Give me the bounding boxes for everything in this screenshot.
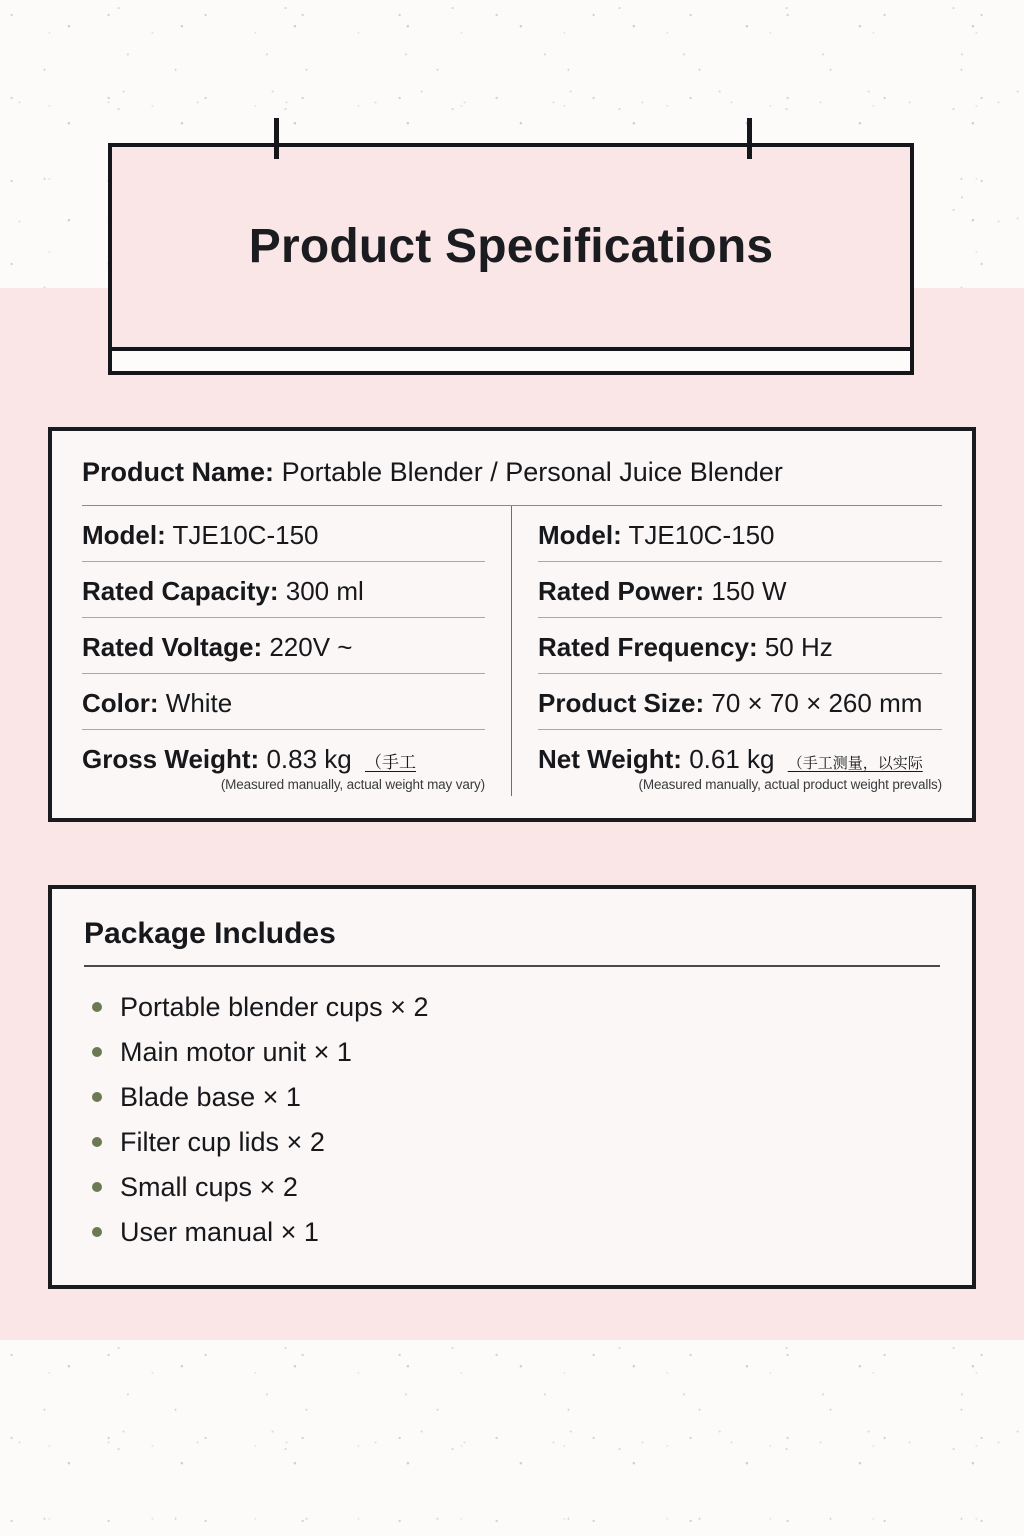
spec-label-net-weight: Net Weight: bbox=[538, 744, 682, 774]
list-item bbox=[84, 1075, 940, 1120]
spec-value-rated-voltage: 220V ~ bbox=[269, 632, 353, 662]
package-includes-card bbox=[48, 885, 976, 1289]
bullet-icon bbox=[92, 1227, 102, 1237]
title-banner bbox=[108, 143, 914, 375]
spec-label-rated-voltage: Rated Voltage: bbox=[82, 632, 263, 662]
list-item-label: User manual × 1 bbox=[120, 1217, 319, 1247]
list-item bbox=[84, 985, 940, 1030]
spec-label-rated-frequency: Rated Frequency: bbox=[538, 632, 758, 662]
spec-row-model-right bbox=[538, 506, 942, 562]
spec-label-gross-weight: Gross Weight: bbox=[82, 744, 260, 774]
bullet-icon bbox=[92, 1002, 102, 1012]
list-item bbox=[84, 1165, 940, 1210]
package-includes-title: Package Includes bbox=[84, 917, 940, 967]
spec-row-rated-frequency bbox=[538, 618, 942, 674]
spec-value-model-right: TJE10C-150 bbox=[628, 520, 775, 550]
background-texture-bottom bbox=[0, 1340, 1024, 1536]
banner-bottom-strip bbox=[108, 351, 914, 375]
spec-column-left bbox=[82, 506, 512, 796]
spec-value-product-name: Portable Blender / Personal Juice Blender bbox=[281, 457, 783, 487]
page-title: Product Specifications bbox=[248, 219, 774, 273]
spec-value-color: White bbox=[165, 688, 233, 718]
spec-label-model-right: Model: bbox=[538, 520, 622, 550]
spec-row-color bbox=[82, 674, 485, 730]
spec-value-net-weight: 0.61 kg bbox=[689, 744, 775, 774]
spec-note-en-net-weight: (Measured manually, actual product weight prevalls) bbox=[638, 777, 942, 792]
banner-tick-left-icon bbox=[274, 118, 279, 159]
spec-value-model-left: TJE10C-150 bbox=[172, 520, 319, 550]
spec-label-rated-power: Rated Power: bbox=[538, 576, 705, 606]
spec-note-cn-net-weight: （手工测量，以实际 bbox=[787, 755, 923, 772]
spec-label-product-size: Product Size: bbox=[538, 688, 705, 718]
spec-column-right bbox=[512, 506, 942, 796]
spec-row-rated-power bbox=[538, 562, 942, 618]
spec-note-en-gross-weight: (Measured manually, actual weight may vary) bbox=[220, 777, 485, 792]
bullet-icon bbox=[92, 1137, 102, 1147]
spec-columns bbox=[82, 506, 942, 796]
banner-tick-right-icon bbox=[747, 118, 752, 159]
spec-label-product-name: Product Name: bbox=[82, 457, 275, 487]
spec-row-rated-voltage bbox=[82, 618, 485, 674]
spec-label-rated-capacity: Rated Capacity: bbox=[82, 576, 279, 606]
spec-value-product-size: 70 × 70 × 260 mm bbox=[711, 688, 923, 718]
list-item-label: Blade base × 1 bbox=[120, 1082, 301, 1112]
spec-value-rated-capacity: 300 ml bbox=[285, 576, 364, 606]
list-item bbox=[84, 1030, 940, 1075]
spec-value-gross-weight: 0.83 kg bbox=[266, 744, 352, 774]
list-item-label: Main motor unit × 1 bbox=[120, 1037, 352, 1067]
list-item-label: Portable blender cups × 2 bbox=[120, 992, 429, 1022]
spec-value-rated-frequency: 50 Hz bbox=[764, 632, 833, 662]
spec-row-model-left bbox=[82, 506, 485, 562]
spec-row-product-name bbox=[82, 457, 942, 506]
spec-row-gross-weight bbox=[82, 730, 485, 796]
bullet-icon bbox=[92, 1047, 102, 1057]
bullet-icon bbox=[92, 1182, 102, 1192]
spec-row-product-size bbox=[538, 674, 942, 730]
banner-box bbox=[108, 143, 914, 351]
bullet-icon bbox=[92, 1092, 102, 1102]
spec-label-color: Color: bbox=[82, 688, 159, 718]
list-item-label: Filter cup lids × 2 bbox=[120, 1127, 325, 1157]
spec-label-model-left: Model: bbox=[82, 520, 166, 550]
spec-row-rated-capacity bbox=[82, 562, 485, 618]
list-item bbox=[84, 1210, 940, 1255]
spec-note-cn-gross-weight: （手工 bbox=[364, 753, 416, 772]
list-item bbox=[84, 1120, 940, 1165]
spec-value-rated-power: 150 W bbox=[711, 576, 787, 606]
spec-row-net-weight bbox=[538, 730, 942, 796]
package-includes-list bbox=[84, 985, 940, 1255]
specifications-card bbox=[48, 427, 976, 822]
list-item-label: Small cups × 2 bbox=[120, 1172, 298, 1202]
